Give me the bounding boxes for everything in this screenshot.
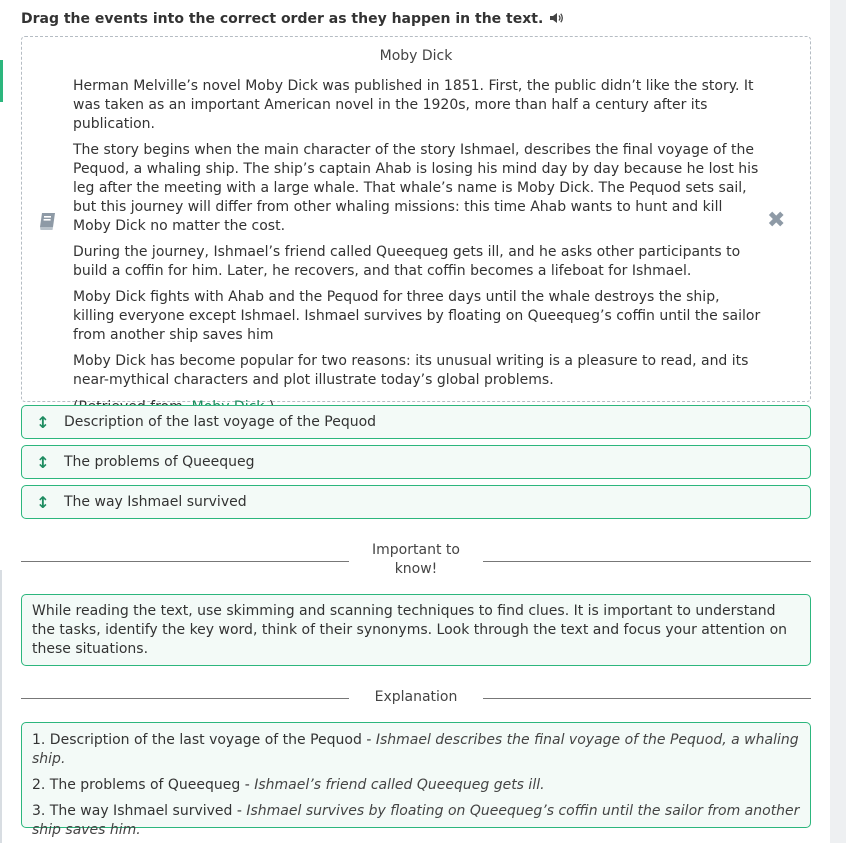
left-accent-bar (0, 60, 3, 102)
reading-paragraph: Moby Dick has become popular for two reasons: its unusual writing is a pleasure to read, and its near-mythical characters and plot illustrate today’s global problems. (73, 353, 749, 388)
reading-paragraph: During the journey, Ishmael’s friend called Queequeg gets ill, and he asks other participants to build a coffin for him. Later, he recovers, and that coffin becomes a lifeboat for Ishmael. (73, 244, 741, 279)
right-scroll-strip (830, 0, 846, 843)
explanation-divider (21, 688, 811, 708)
reading-text-box (21, 36, 811, 402)
important-text: While reading the text, use skimming and scanning techniques to find clues. It is important to understand the tasks, identify the key word, think of their synonyms. Look through the text and focus your attention on these situations. (32, 603, 788, 657)
drag-item[interactable] (21, 405, 811, 439)
drag-handle-icon[interactable]: ↕ (36, 492, 50, 512)
reading-paragraph: Moby Dick fights with Ahab and the Pequod for three days until the whale destroys the ship, killing everyone except Ishmael. Ishmael survives by floating on Queequeg’s coffin until the sailor from another ship saves him (73, 289, 761, 343)
explanation-detail: Ishmael survives by floating on Queequeg’s coffin until the sailor from another ship saves him. (32, 803, 800, 838)
drag-handle-icon[interactable]: ↕ (36, 412, 50, 432)
drag-item-label: The problems of Queequeg (64, 454, 255, 470)
reading-title: Moby Dick (379, 48, 453, 64)
explanation-item (32, 802, 800, 840)
instruction-text: Drag the events into the correct order as they happen in the text. (21, 11, 544, 27)
reading-paragraph: The story begins when the main character of the story Ishmael, describes the final voyage of the Pequod, a whaling ship. The ship’s captain Ahab is losing his mind day by day because he lost his leg after the meeting with a large whale. That whale’s name is Moby Dick. The Pequod sets sail, but this journey will differ from other whaling missions: this time Ahab wants to hunt and kill Moby Dick no matter the cost. (73, 142, 759, 234)
divider-line (483, 698, 811, 699)
important-heading: Important to know! (372, 542, 460, 577)
explanation-box (21, 722, 811, 838)
instruction (21, 8, 564, 30)
book-icon[interactable] (38, 211, 58, 231)
divider-line (21, 698, 349, 699)
important-divider (21, 541, 811, 581)
explanation-item (32, 776, 800, 795)
drag-item[interactable] (21, 485, 811, 519)
left-edge-line (0, 570, 2, 843)
explanation-label: 2. The problems of Queequeg - (32, 777, 250, 793)
explanation-label: 3. The way Ishmael survived - (32, 803, 242, 819)
explanation-heading: Explanation (374, 689, 458, 705)
divider-line (483, 561, 811, 562)
reading-paragraph: Herman Melville’s novel Moby Dick was published in 1851. First, the public didn’t like the story. It was taken as an important American novel in the 1920s, more than half a century after its publication. (73, 78, 754, 132)
explanation-label: 1. Description of the last voyage of the Pequod - (32, 732, 372, 748)
reading-body (73, 77, 763, 424)
explanation-detail: Ishmael’s friend called Queequeg gets ill. (254, 777, 545, 793)
drag-handle-icon[interactable]: ↕ (36, 452, 50, 472)
close-icon[interactable]: ✖ (767, 208, 786, 233)
drag-item-label: Description of the last voyage of the Pequod (64, 414, 377, 430)
drag-item-label: The way Ishmael survived (64, 494, 247, 510)
drag-item[interactable] (21, 445, 811, 479)
speaker-icon[interactable] (549, 12, 564, 27)
important-box (21, 594, 811, 666)
explanation-detail: Ishmael describes the final voyage of the Pequod, a whaling ship. (32, 732, 799, 767)
divider-line (21, 561, 349, 562)
explanation-item (32, 731, 800, 769)
